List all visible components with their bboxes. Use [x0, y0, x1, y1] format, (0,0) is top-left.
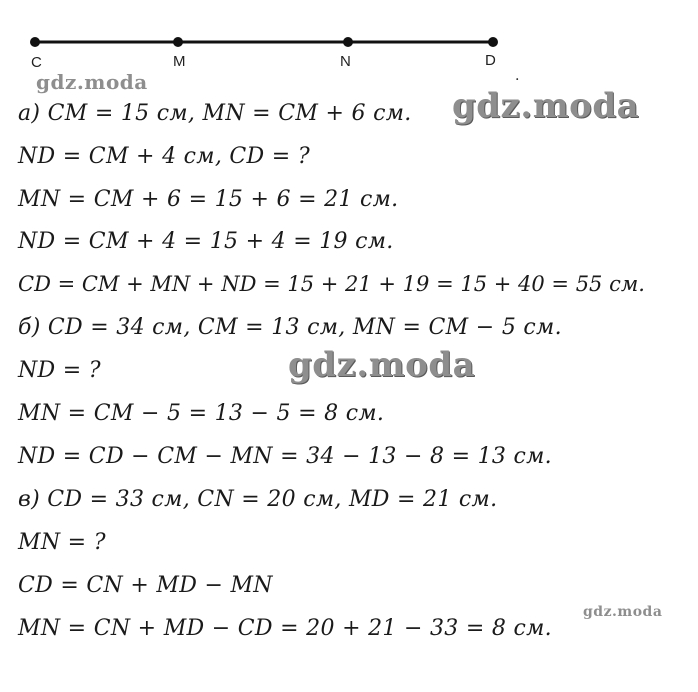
watermark-2: gdz.moda	[452, 86, 640, 126]
line-b-given-1: б) CD = 34 см, CM = 13 см, MN = CM − 5 см.	[18, 315, 562, 340]
point-d-dot	[488, 37, 498, 47]
watermark-4: gdz.moda	[583, 604, 663, 620]
line-a-step-nd: ND = CM + 4 = 15 + 4 = 19 см.	[18, 229, 394, 254]
point-c-label: C	[31, 54, 42, 71]
point-m-label: M	[173, 53, 186, 70]
stray-mark: .	[515, 68, 520, 80]
line-c-relation: CD = CN + MD − MN	[18, 573, 273, 598]
point-n-label: N	[340, 53, 351, 70]
point-c-dot	[30, 37, 40, 47]
line-a-step-mn: MN = CM + 6 = 15 + 6 = 21 см.	[18, 187, 399, 212]
watermark-3: gdz.moda	[288, 345, 476, 385]
line-c-question: MN = ?	[18, 530, 106, 555]
line-b-question: ND = ?	[18, 358, 101, 383]
line-a-given-1: а) CM = 15 см, MN = CM + 6 см.	[18, 101, 412, 126]
watermark-1: gdz.moda	[36, 70, 148, 94]
point-m-dot	[173, 37, 183, 47]
line-c-given-1: в) CD = 33 см, CN = 20 см, MD = 21 см.	[18, 487, 498, 512]
point-d-label: D	[485, 52, 496, 69]
line-b-step-mn: MN = CM − 5 = 13 − 5 = 8 см.	[18, 401, 385, 426]
segment-diagram	[0, 0, 698, 80]
line-c-answer-mn: MN = CN + MD − CD = 20 + 21 − 33 = 8 см.	[18, 616, 552, 641]
point-n-dot	[343, 37, 353, 47]
line-a-answer-cd: CD = CM + MN + ND = 15 + 21 + 19 = 15 + 40 = 55 см.	[18, 272, 645, 296]
line-b-answer-nd: ND = CD − CM − MN = 34 − 13 − 8 = 13 см.	[18, 444, 552, 469]
line-a-given-2: ND = CM + 4 см, CD = ?	[18, 144, 310, 169]
